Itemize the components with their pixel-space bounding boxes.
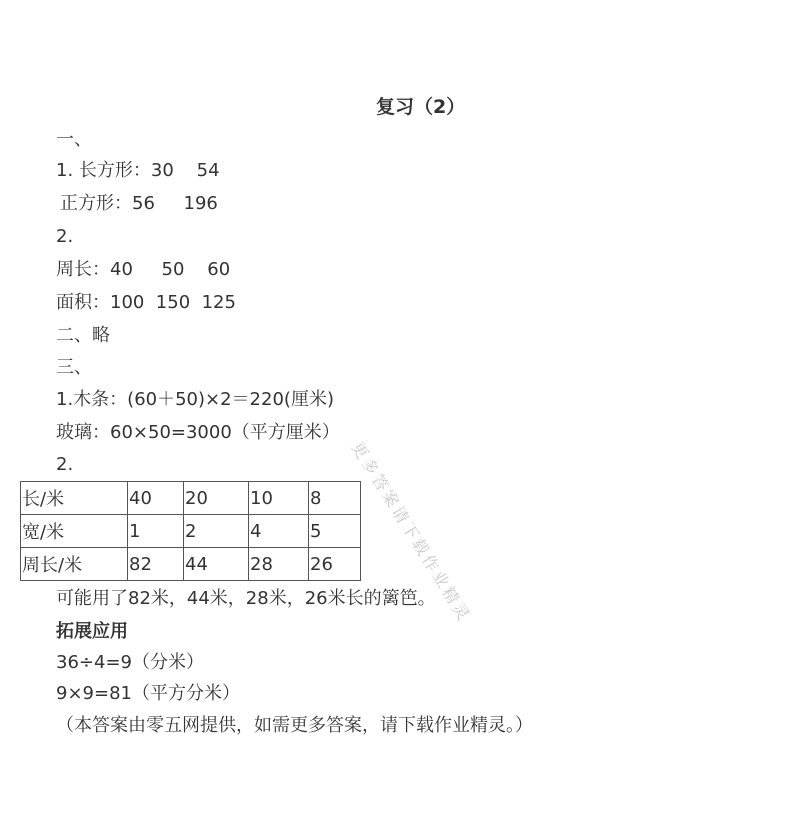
answer-area: 面积：100 150 125: [56, 292, 236, 313]
answer-wood-strip: 1.木条：(60＋50)×2＝220(厘米): [56, 389, 334, 410]
answer-glass: 玻璃：60×50=3000（平方厘米）: [56, 422, 340, 443]
question-3-2-number: 2.: [56, 454, 74, 475]
watermark: 更多答案请下载作业精灵: [347, 438, 475, 626]
section-2-heading: 二、略: [56, 325, 110, 346]
table-cell: 44: [184, 548, 249, 581]
source-note: （本答案由零五网提供，如需更多答案，请下载作业精灵。）: [56, 715, 533, 736]
question-2-number: 2.: [56, 226, 74, 247]
page-title: 复习（2）: [376, 96, 466, 118]
table-cell: 宽/米: [21, 515, 128, 548]
answer-rectangle: 1. 长方形：30 54: [56, 160, 220, 181]
table-row: [21, 548, 361, 581]
table-cell: 2: [184, 515, 249, 548]
table-cell: 40: [128, 482, 184, 515]
table-cell: 周长/米: [21, 548, 128, 581]
extension-answer-1: 36÷4=9（分米）: [56, 652, 204, 673]
table-cell: 10: [249, 482, 309, 515]
table-cell: 1: [128, 515, 184, 548]
answer-square: 正方形：56 196: [60, 193, 218, 214]
table-row: [21, 515, 361, 548]
table-cell: 82: [128, 548, 184, 581]
extension-heading: 拓展应用: [56, 621, 128, 642]
section-1-heading: 一、: [56, 129, 92, 150]
table-row: [21, 482, 361, 515]
table-cell: 5: [309, 515, 361, 548]
table-cell: 长/米: [21, 482, 128, 515]
table-cell: 4: [249, 515, 309, 548]
fence-conclusion: 可能用了82米，44米，28米，26米长的篱笆。: [56, 588, 436, 609]
table-cell: 26: [309, 548, 361, 581]
table-cell: 20: [184, 482, 249, 515]
table-cell: 8: [309, 482, 361, 515]
answer-perimeter: 周长：40 50 60: [56, 259, 231, 280]
extension-answer-2: 9×9=81（平方分米）: [56, 683, 240, 704]
table-cell: 28: [249, 548, 309, 581]
section-3-heading: 三、: [56, 357, 92, 378]
dimensions-table: [20, 481, 361, 581]
